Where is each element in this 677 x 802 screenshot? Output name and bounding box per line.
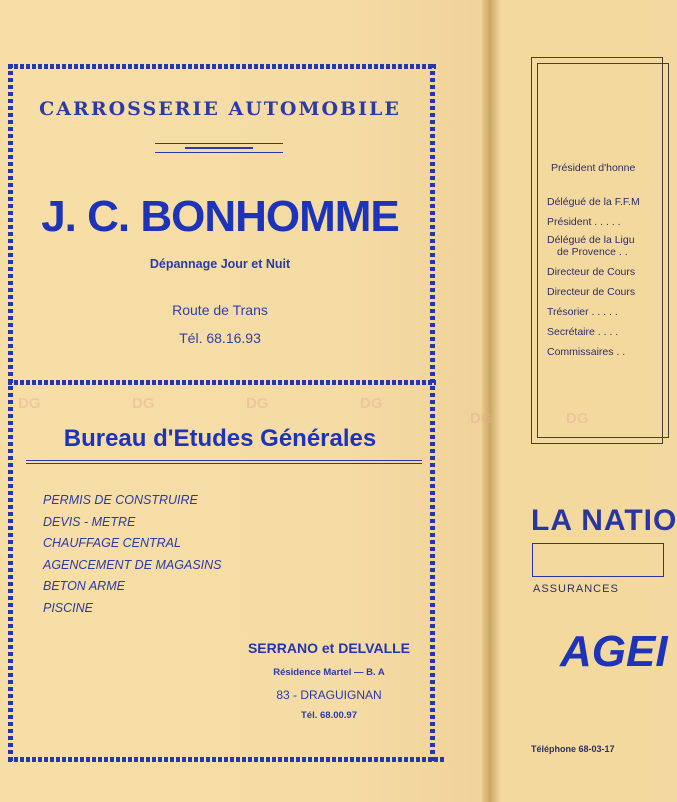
insurer-box <box>532 543 664 577</box>
agency-logo-text: AGEI <box>560 627 668 676</box>
watermark-dg: DG <box>566 410 589 427</box>
ornament-rule <box>185 147 253 149</box>
assurances-label: ASSURANCES <box>533 583 619 595</box>
official-role: Délégué de la F.F.M <box>547 196 640 208</box>
dashed-border-top <box>8 64 436 69</box>
service-item: BETON ARME <box>43 579 125 593</box>
phone-number: Tél. 68.16.93 <box>179 330 261 346</box>
official-role: Président d'honne <box>551 162 636 174</box>
dashed-border-right <box>430 64 435 762</box>
dashed-border-middle <box>8 380 436 385</box>
official-role: de Provence . . <box>557 246 628 258</box>
right-phone: Téléphone 68-03-17 <box>531 744 615 754</box>
address: Route de Trans <box>172 302 268 318</box>
company-name: J. C. BONHOMME <box>41 192 399 241</box>
watermark-dg: DG <box>470 410 493 427</box>
watermark-dg: DG <box>246 395 269 412</box>
official-role: Délégué de la Ligu <box>547 234 635 246</box>
dashed-border-left <box>8 64 13 762</box>
bureau-heading: Bureau d'Etudes Générales <box>63 425 377 452</box>
service-item: PERMIS DE CONSTRUIRE <box>43 493 198 507</box>
insurer-name: LA NATIO <box>531 504 677 537</box>
carrosserie-heading: CARROSSERIE AUTOMOBILE <box>39 98 401 120</box>
service-item: PISCINE <box>43 600 94 615</box>
official-role: Directeur de Cours <box>547 266 636 278</box>
heading-underline <box>26 460 422 461</box>
official-role: Secrétaire . . . . <box>547 326 619 338</box>
services-list <box>43 490 222 619</box>
official-role: Directeur de Cours <box>547 286 636 298</box>
heading-underline <box>26 463 422 464</box>
service-item: DEVIS - METRE <box>43 514 136 529</box>
official-role: Président . . . . . <box>547 216 621 228</box>
tagline: Dépannage Jour et Nuit <box>149 257 291 271</box>
watermark-dg: DG <box>360 395 383 412</box>
ornament-rule <box>155 152 283 153</box>
page-gutter <box>482 0 500 802</box>
official-role: Trésorier . . . . . <box>547 306 618 318</box>
ornament-rule <box>155 143 283 144</box>
service-item: AGENCEMENT DE MAGASINS <box>43 557 222 572</box>
dashed-border-bottom <box>8 757 444 762</box>
firm-phone: Tél. 68.00.97 <box>301 710 357 721</box>
official-role: Commissaires . . <box>547 346 626 358</box>
watermark-dg: DG <box>18 395 41 412</box>
watermark-dg: DG <box>132 395 155 412</box>
firm-name: SERRANO et DELVALLE <box>247 640 411 656</box>
firm-address-line2: 83 - DRAGUIGNAN <box>276 688 382 702</box>
firm-address-line1: Résidence Martel — B. A <box>273 667 385 678</box>
service-item: CHAUFFAGE CENTRAL <box>43 536 181 550</box>
